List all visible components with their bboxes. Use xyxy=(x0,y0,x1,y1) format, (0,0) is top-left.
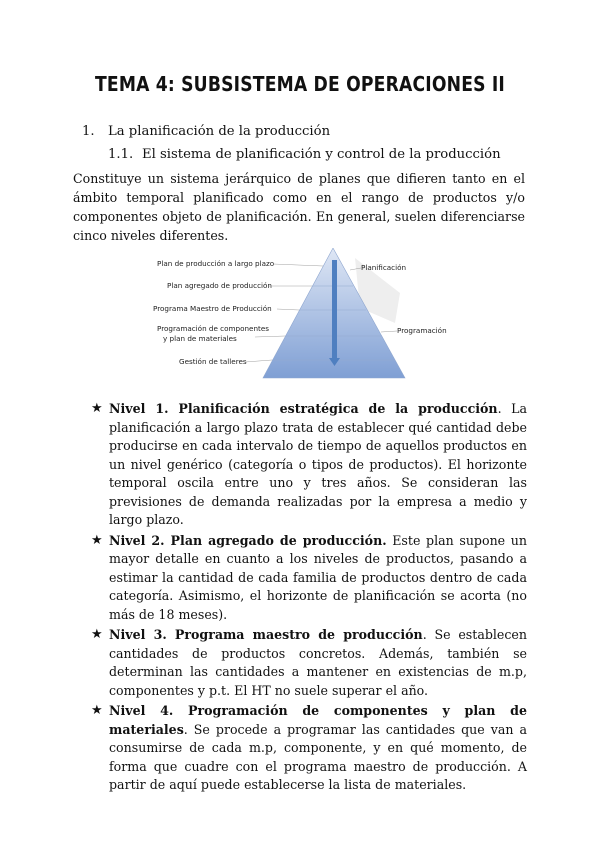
list-item-level-2 xyxy=(91,532,527,625)
diagram-label-long-term-plan: Plan de producción a largo plazo xyxy=(157,259,275,268)
section-title: La planificación de la producción xyxy=(108,124,331,139)
leader-line xyxy=(245,360,272,362)
levels-list xyxy=(91,400,527,795)
subsection-title: El sistema de planificación y control de la producción xyxy=(142,147,501,162)
level-heading: Nivel 1. Planificación estratégica de la producción xyxy=(109,401,498,416)
leader-line xyxy=(273,264,323,266)
section-heading xyxy=(82,124,330,139)
star-icon: ★ xyxy=(91,532,103,548)
star-icon: ★ xyxy=(91,401,103,416)
level-heading: Nivel 4. Programación de componentes y plan de materiales xyxy=(109,703,527,737)
diagram-label-master-schedule: Programa Maestro de Producción xyxy=(153,304,272,313)
level-heading: Nivel 2. Plan agregado de producción. xyxy=(109,532,387,548)
pyramid-svg xyxy=(145,248,460,388)
down-arrow-shaft xyxy=(332,260,337,360)
intro-paragraph: Constituye un sistema jerárquico de planes que difieren tanto en el ámbito temporal planificado como en el rango de productos y/o componentes objeto de planificación. En general, suelen diferenciarse cinco niveles diferentes. xyxy=(73,171,525,243)
list-item-level-3 xyxy=(91,626,527,700)
diagram-label-planning: Planificación xyxy=(361,263,407,272)
diagram-label-aggregate-plan: Plan agregado de producción xyxy=(167,281,272,290)
star-icon: ★ xyxy=(91,627,103,642)
subsection-number: 1.1. xyxy=(108,147,134,162)
level-heading: Nivel 3. Programa maestro de producción xyxy=(109,627,423,642)
diagram-label-materials-plan: y plan de materiales xyxy=(163,334,237,343)
page-title: TEMA 4: SUBSISTEMA DE OPERACIONES II xyxy=(95,72,505,96)
list-item-level-4 xyxy=(91,702,527,795)
level-text: . La planificación a largo plazo trata de establecer qué cantidad debe producirse en cada intervalo de tiempo de aquellos productos en un nivel genérico (categoría o tipos de productos). El horizonte temporal oscila entre uno y tres años. Se consideran las previsiones de demanda realizadas por la empresa a medio y largo plazo. xyxy=(109,401,527,527)
level-text: . Se establecen cantidades de productos concretos. Además, también se determinan las cantidades a mantener en existencias de m.p, componentes y p.t. El HT no suele superar el año. xyxy=(109,627,527,698)
diagram-label-components-programming: Programación de componentes xyxy=(157,324,270,333)
diagram-label-programming: Programación xyxy=(397,326,447,335)
subsection-heading xyxy=(108,147,501,162)
section-number: 1. xyxy=(82,124,95,139)
leader-line xyxy=(381,331,397,332)
star-icon: ★ xyxy=(91,703,103,718)
level-text: Este plan supone un mayor detalle en cuanto a los niveles de productos, pasando a estimar la cantidad de cada familia de productos dentro de cada categoría. Asimismo, el horizonte de planificación se acorta (no más de 18 meses). xyxy=(109,532,527,622)
leader-line xyxy=(277,309,299,310)
level-text: . Se procede a programar las cantidades que van a consumirse de cada m.p, componente, y en qué momento, de forma que cuadre con el programa maestro de producción. A partir de aquí puede establecerse la lista de materiales. xyxy=(109,721,527,792)
planning-pyramid-diagram xyxy=(145,248,460,388)
leader-line xyxy=(255,336,285,337)
diagram-label-workshop-management: Gestión de talleres xyxy=(179,357,247,366)
list-item-level-1 xyxy=(91,400,527,530)
